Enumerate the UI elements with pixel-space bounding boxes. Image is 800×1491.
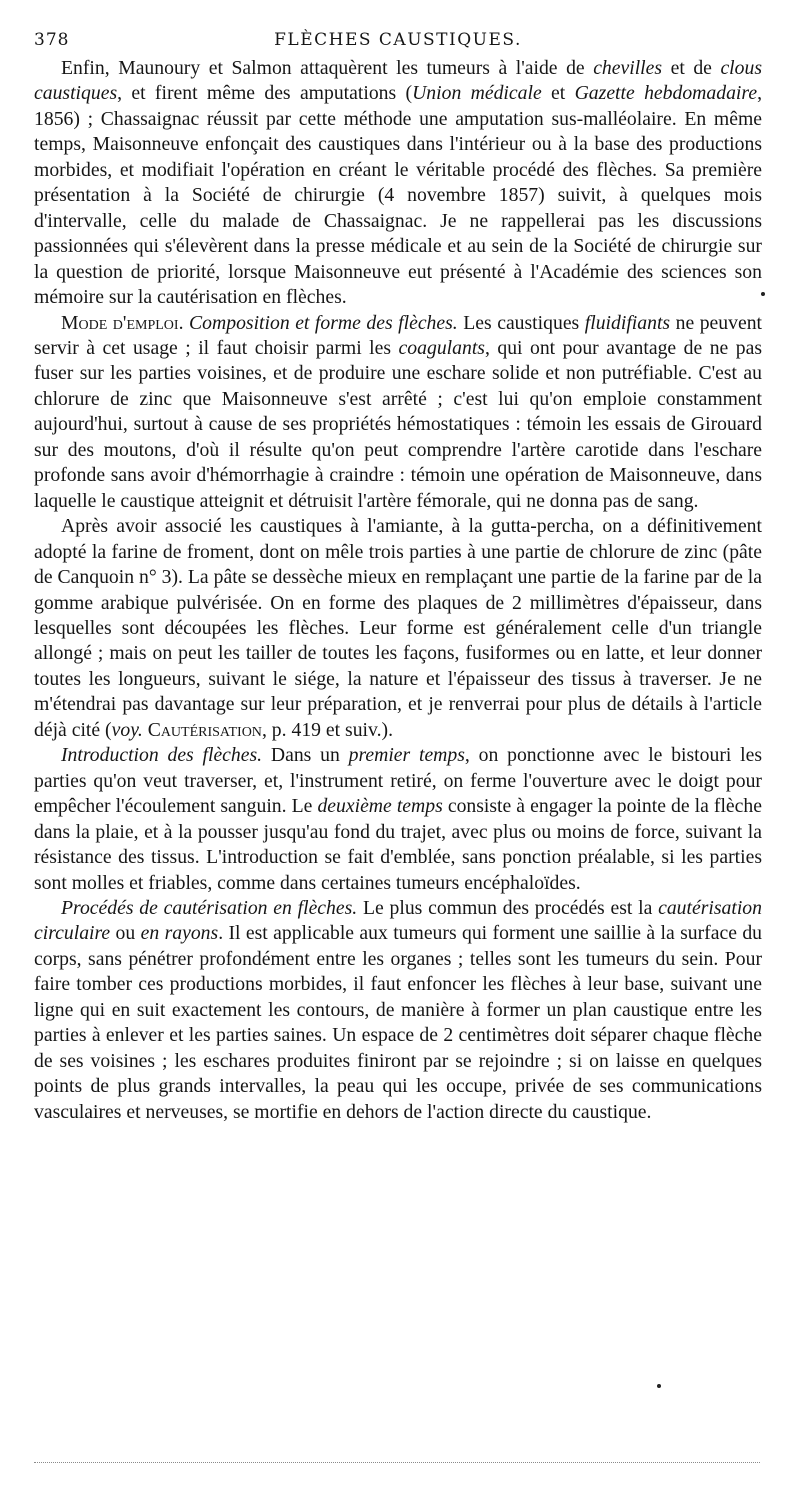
text-run: Le plus commun des procédés est la — [357, 896, 659, 919]
text-run: , p. 419 et suiv.). — [261, 718, 393, 741]
italic-term: clous caustiques — [34, 57, 762, 105]
text-run: Les caustiques — [457, 311, 585, 334]
journal-title: Gazette hebdomadaire — [574, 82, 758, 105]
italic-term: en rayons — [140, 922, 219, 945]
running-header — [34, 26, 762, 56]
text-run: , on ponctionne avec le bistouri les parties qu'on veut traverser, et, l'instrument retiré, on ferme l'ouverture avec le doigt pour empêcher l'écoulement sanguin. Le — [34, 744, 762, 818]
paragraph-history — [34, 56, 762, 311]
ink-speck — [657, 1384, 661, 1388]
text-run: , et firent même des amputations ( — [117, 82, 413, 105]
paragraph-mode-emploi — [34, 311, 762, 515]
text-run: Dans un — [262, 744, 349, 767]
subsection-heading: Introduction des flèches. — [61, 744, 263, 767]
subsection-heading: Procédés de cautérisation en flèches. — [61, 896, 358, 919]
bottom-dotted-rule — [34, 1462, 760, 1463]
italic-term: cautérisation circulaire — [34, 896, 762, 945]
paragraph-preparation — [34, 514, 762, 743]
journal-title: Union médicale — [412, 82, 542, 105]
text-run: . Il est applicable aux tumeurs qui forment une saillie à la surface du corps, sans pénétrer profondément entre les organes ; telles sont les tumeurs du sein. Pour faire tomber ces productions morbides, il faut enfoncer les flèches à leur base, suivant une ligne qui en suit exactement les contours, de manière à former un plan caustique entre les parties à enlever et les parties saines. Un espace de 2 centimètres doit séparer chaque flèche de ses voisines ; les eschares produites finiront par se rejoindre ; si on laisse en quelques points de plus grands intervalles, la peau qui les occupe, privée de ses communications vasculaires et nerveuses, se mortifie en dehors de l'action directe du caustique. — [34, 922, 763, 1123]
ink-speck — [761, 292, 765, 296]
cross-reference: Cautérisation — [147, 718, 262, 741]
text-run: et — [541, 82, 575, 105]
italic-term: voy. — [111, 718, 143, 741]
text-run: ou — [110, 922, 141, 945]
italic-term: chevilles — [593, 57, 663, 79]
running-title: FLÈCHES CAUSTIQUES. — [274, 30, 522, 50]
text-run: consiste à engager la pointe de la flèche dans la plaie, et à la pousser jusqu'au fond du trajet, avec plus ou moins de force, suivant la résistance des tissus. L'introduction se fait d'emblée, sans ponction préalable, si les parties sont molles et friables, comme dans certaines tumeurs encéphaloïdes. — [34, 795, 762, 894]
italic-term: premier temps — [348, 744, 465, 767]
italic-term: fluidifiants — [584, 311, 671, 334]
paragraph-introduction — [34, 743, 762, 896]
text-run: et de — [662, 57, 721, 79]
italic-term: coagulants — [398, 336, 485, 359]
italic-term: deuxième temps — [317, 795, 443, 818]
paragraph-procedes — [34, 896, 762, 1125]
text-run: , 1856) ; Chassaignac réussit par cette méthode une amputation sus-malléolaire. En même temps, Maisonneuve enfonçait des caustiques dans l'intérieur ou à la base des productions morbides, et modifiait l'opération en créant le véritable procédé des flèches. Sa première présentation à la Société de chirurgie (4 novembre 1857) suivit, à quelques mois d'intervalle, celle du malade de Chassaignac. Je ne rappellerai pas les discussions passionnées qui s'élevèrent dans la presse médicale et au sein de la Société de chirurgie sur la question de priorité, lorsque Maisonneuve eut présenté à l'Académie des sciences son mémoire sur la cautérisation en flèches. — [34, 82, 762, 309]
book-page — [34, 26, 762, 1125]
page-number: 378 — [34, 30, 70, 50]
text-run: Après avoir associé les caustiques à l'amiante, à la gutta-percha, on a définitivement adopté la farine de froment, dont on mêle trois parties à une partie de chlorure de zinc (pâte de Canquoin n° 3). La pâte se dessèche mieux en remplaçant une partie de la farine par de la gomme arabique pulvérisée. On en forme des plaques de 2 millimètres d'épaisseur, dans lesquelles sont découpées les flèches. Leur forme est généralement celle d'un triangle allongé ; mais on peut les tailler de toutes les façons, fusiformes ou en latte, et leur donner toutes les longueurs, suivant le siége, la nature et l'épaisseur des tissus à traverser. Je ne m'étendrai pas davantage sur leur préparation, et je renverrai pour plus de détails à l'article déjà cité ( — [34, 515, 762, 741]
text-run: Enfin, Maunoury et Salmon attaquèrent les tumeurs à l'aide de — [61, 57, 594, 79]
subsection-heading: Composition et forme des flèches. — [189, 311, 458, 334]
text-run: ne peuvent servir à cet usage ; il faut choisir parmi les — [34, 311, 763, 359]
section-heading: Mode d'emploi. — [61, 311, 184, 334]
text-run: , qui ont pour avantage de ne pas fuser sur les parties voisines, et de produire une eschare solide et non putréfiable. C'est au chlorure de zinc que Maisonneuve s'est arrêté ; c'est lui qu'on emploie constamment aujourd'hui, surtout à cause de ses propriétés hémostatiques : témoin les essais de Girouard sur des moutons, d'où il résulte qu'on peut comprendre l'artère carotide dans l'eschare profonde sans avoir d'hémorrhagie à craindre : témoin une opération de Maisonneuve, dans laquelle le caustique atteignit et détruisit l'artère fémorale, qui ne donna pas de sang. — [34, 336, 763, 512]
page-body — [34, 56, 762, 1125]
